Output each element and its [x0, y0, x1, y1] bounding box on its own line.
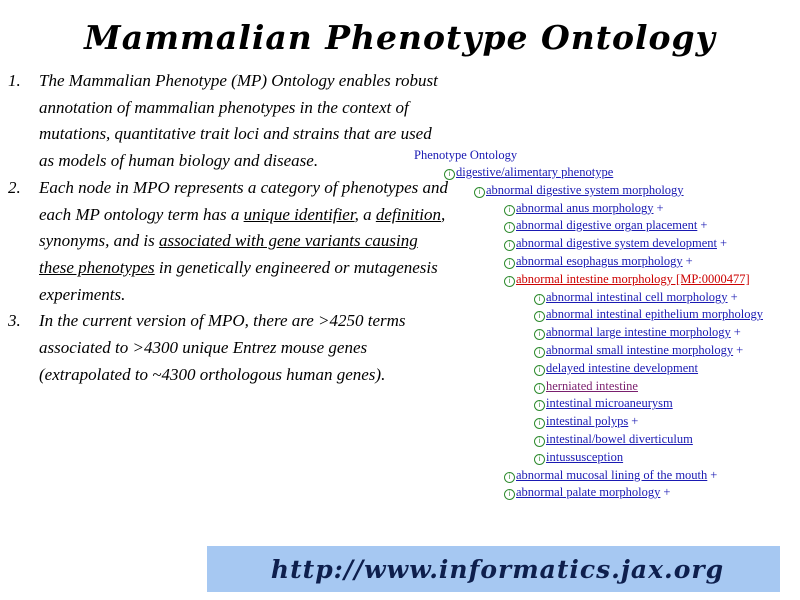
- expand-plus-icon[interactable]: +: [700, 218, 708, 233]
- tree-node-link[interactable]: abnormal intestine morphology [MP:0000477]: [516, 271, 750, 286]
- info-icon[interactable]: i: [504, 258, 515, 269]
- info-icon[interactable]: i: [504, 276, 515, 287]
- tree-node-link[interactable]: abnormal intestinal epithelium morphology: [546, 307, 763, 322]
- tree-node-link[interactable]: intestinal microaneurysm: [546, 396, 673, 411]
- expand-plus-icon[interactable]: +: [685, 254, 693, 268]
- tree-node: [534, 379, 638, 394]
- info-icon[interactable]: i: [534, 418, 545, 429]
- url-banner: [207, 546, 780, 592]
- tree-node: [534, 396, 673, 411]
- tree-node: [474, 183, 684, 198]
- tree-node: [534, 361, 698, 376]
- expand-plus-icon[interactable]: +: [656, 200, 664, 215]
- list-item-number: 1.: [8, 71, 21, 90]
- tree-node-link[interactable]: abnormal intestinal cell morphology: [546, 289, 728, 304]
- underlined-term: unique identifier: [243, 204, 355, 224]
- list-item-text: , synonyms, and is: [39, 204, 446, 251]
- info-icon[interactable]: i: [534, 329, 545, 340]
- list-item: [8, 175, 448, 309]
- tree-node: [504, 468, 717, 483]
- expand-plus-icon[interactable]: +: [663, 485, 671, 500]
- list-item-text: Each node in MPO represents a category of phenotypes and each MP ontology term has a: [39, 177, 449, 224]
- list-item-text: In the current version of MPO, there are >4250 terms associated to >4300 unique Entrez mouse genes (extrapolated to ~4300 orthologous human genes).: [39, 311, 406, 384]
- list-item-text: in genetically engineered or mutagenesis experiments.: [39, 257, 438, 304]
- tree-node-link[interactable]: abnormal anus morphology: [516, 200, 654, 215]
- list-item-number: 3.: [8, 311, 21, 331]
- info-icon[interactable]: i: [504, 472, 515, 483]
- tree-node-link[interactable]: intestinal polyps: [546, 414, 629, 429]
- tree-node: [534, 307, 763, 322]
- tree-node: [504, 218, 707, 233]
- list-item: [8, 68, 448, 175]
- tree-node: [444, 165, 613, 180]
- underlined-term: associated with gene variants causing these phenotypes: [39, 231, 418, 277]
- tree-node: [504, 201, 664, 216]
- tree-node-link[interactable]: delayed intestine development: [546, 360, 699, 375]
- tree-node-link[interactable]: herniated intestine: [546, 378, 638, 393]
- info-icon[interactable]: i: [534, 294, 545, 305]
- tree-node-link[interactable]: abnormal palate morphology: [516, 485, 661, 500]
- info-icon[interactable]: i: [474, 187, 485, 198]
- tree-node: [534, 450, 623, 465]
- expand-plus-icon[interactable]: +: [736, 343, 744, 357]
- list-item: [8, 308, 448, 388]
- tree-node: [534, 325, 741, 340]
- expand-plus-icon[interactable]: +: [631, 414, 639, 429]
- tree-node: [534, 432, 693, 447]
- underlined-term: definition: [375, 204, 441, 224]
- expand-plus-icon[interactable]: +: [720, 236, 728, 251]
- info-icon[interactable]: i: [444, 169, 455, 180]
- tree-node-link[interactable]: abnormal digestive system morphology: [486, 182, 684, 197]
- page-title: Mammalian Phenotype Ontology: [84, 18, 716, 57]
- info-icon[interactable]: i: [504, 240, 515, 251]
- info-icon[interactable]: i: [534, 436, 545, 447]
- list-item-text: , a: [354, 204, 376, 224]
- tree-root-label[interactable]: Phenotype Ontology: [414, 148, 518, 162]
- list-item-text: The Mammalian Phenotype (MP) Ontology enables robust annotation of mammalian phenotypes in the context of mutations, quantitative trait loci and strains that are used as models of human biology and disease.: [39, 71, 438, 171]
- tree-node: [504, 272, 750, 287]
- tree-node-link[interactable]: digestive/alimentary phenotype: [456, 165, 614, 179]
- tree-node: [534, 343, 743, 358]
- tree-node-link[interactable]: abnormal large intestine morphology: [546, 325, 731, 340]
- tree-node-link[interactable]: abnormal mucosal lining of the mouth: [516, 467, 708, 482]
- tree-node: [534, 290, 738, 305]
- tree-node: [534, 414, 638, 429]
- info-icon[interactable]: i: [534, 311, 545, 322]
- tree-node-link[interactable]: abnormal digestive organ placement: [516, 218, 698, 233]
- tree-node: [504, 485, 670, 500]
- info-icon[interactable]: i: [534, 365, 545, 376]
- info-icon[interactable]: i: [534, 454, 545, 465]
- tree-node: [504, 254, 693, 269]
- expand-plus-icon[interactable]: +: [710, 467, 718, 482]
- tree-node-link[interactable]: abnormal digestive system development: [516, 236, 717, 251]
- tree-node-link[interactable]: intussusception: [546, 449, 624, 464]
- tree-node: [504, 236, 727, 251]
- url-link[interactable]: http://www.informatics.jax.org: [270, 554, 725, 584]
- bullet-list: [8, 68, 448, 388]
- expand-plus-icon[interactable]: +: [733, 325, 741, 340]
- expand-plus-icon[interactable]: +: [730, 289, 738, 304]
- tree-node-link[interactable]: abnormal esophagus morphology: [516, 254, 683, 268]
- tree-node-link[interactable]: intestinal/bowel diverticulum: [546, 432, 693, 446]
- info-icon[interactable]: i: [504, 489, 515, 500]
- info-icon[interactable]: i: [534, 400, 545, 411]
- info-icon[interactable]: i: [534, 383, 545, 394]
- tree-node-link[interactable]: abnormal small intestine morphology: [546, 343, 734, 357]
- ontology-tree: [414, 148, 794, 508]
- list-item-number: 2.: [8, 177, 21, 197]
- info-icon[interactable]: i: [534, 347, 545, 358]
- info-icon[interactable]: i: [504, 205, 515, 216]
- info-icon[interactable]: i: [504, 222, 515, 233]
